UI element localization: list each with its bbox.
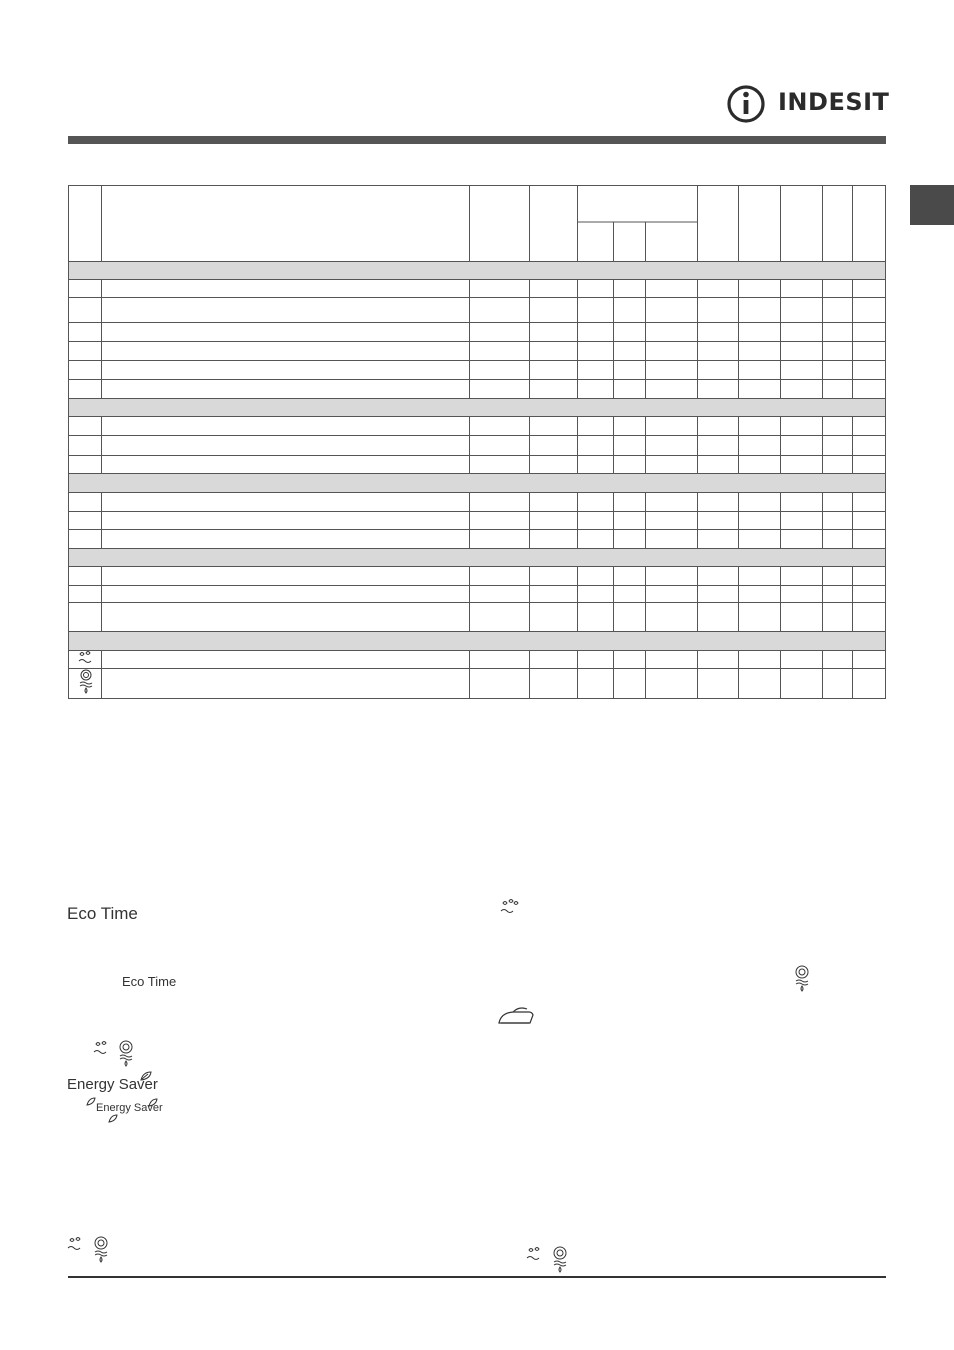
energy-saver-label: Energy Saver <box>67 1076 158 1093</box>
footer-rule <box>68 1276 886 1278</box>
iron-icon <box>497 1006 537 1026</box>
leaf-plug-icon <box>108 1114 118 1123</box>
programme-table <box>68 185 886 699</box>
rinse-spin-icon <box>551 1246 569 1274</box>
steam-drop-icon <box>92 1040 112 1058</box>
header-rule <box>68 136 886 144</box>
leaf-plug-icon <box>86 1096 96 1106</box>
section-band <box>68 473 886 492</box>
steam-drop-icon <box>499 897 521 917</box>
programme-table-grid <box>68 185 886 699</box>
section-band <box>68 548 886 566</box>
steam-drop-icon <box>525 1246 545 1264</box>
leaf-plug-icon <box>140 1071 152 1081</box>
rinse-spin-icon <box>77 669 95 695</box>
brand-logo-mark <box>726 84 776 124</box>
section-band <box>68 261 886 279</box>
rinse-spin-icon <box>793 965 811 993</box>
steam-drop-icon <box>77 650 95 666</box>
language-tab-marker <box>910 185 954 225</box>
rinse-spin-icon <box>92 1236 110 1264</box>
rinse-spin-icon <box>117 1040 135 1068</box>
section-band <box>68 398 886 416</box>
eco-time-label-small: Eco Time <box>122 974 177 989</box>
leaf-plug-icon <box>148 1098 158 1107</box>
brand-wordmark: INDESIT <box>778 88 890 116</box>
section-band <box>68 631 886 650</box>
steam-drop-icon <box>66 1236 86 1254</box>
energy-saver-label-small: Energy Saver <box>96 1102 163 1114</box>
eco-time-label: Eco Time <box>67 904 138 923</box>
